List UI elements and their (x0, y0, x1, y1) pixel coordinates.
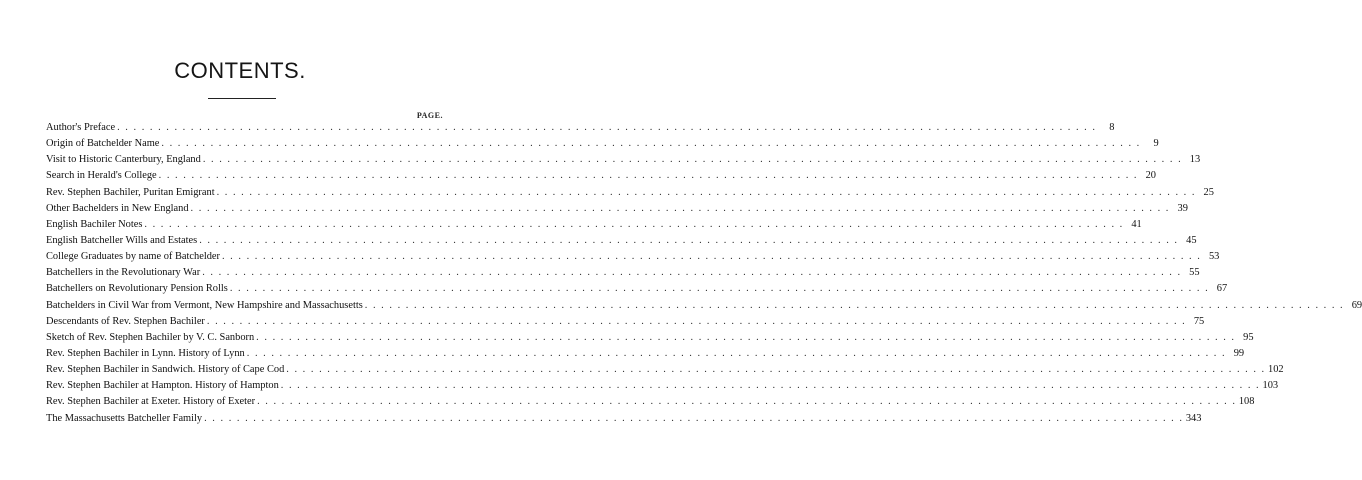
toc-entry-page-number: 343 (1185, 412, 1202, 424)
dot-leader: . . . . . . . . . . . . . . . . . . . . . . . . . . . . . . . . . . . . . . . . . . . . . . . . . . . . . . . . . . . . . . . . . . . . . . . . . . . . . . . . . . . . . . . . . . . . . . . . . . . . . . . . . . . . . . . . . . . . . . . . (280, 380, 1261, 392)
toc-entry-page-number: 53 (1208, 251, 1220, 263)
dot-leader: . . . . . . . . . . . . . . . . . . . . . . . . . . . . . . . . . . . . . . . . . . . . . . . . . . . . . . . . . . . . . . . . . . . . . . . . . . . . . . . . . . . . . . . . . . . . . . . . . . . . . . . . . . . . . . . . . . . . . . . . (364, 299, 1345, 311)
dot-leader: . . . . . . . . . . . . . . . . . . . . . . . . . . . . . . . . . . . . . . . . . . . . . . . . . . . . . . . . . . . . . . . . . . . . . . . . . . . . . . . . . . . . . . . . . . . . . . . . . . . . . . . . . . . . . . . . . . . . . . . . (229, 283, 1210, 295)
toc-entry-title: Rev. Stephen Bachiler at Exeter. History of Exeter (46, 396, 256, 408)
toc-entry (46, 233, 1197, 249)
toc-entry-title: Rev. Stephen Bachiler in Lynn. History of Lynn (46, 347, 245, 359)
toc-entry-title: Author's Preface (46, 122, 116, 133)
page-column-label: PAGE. (416, 111, 443, 120)
dot-leader: . . . . . . . . . . . . . . . . . . . . . . . . . . . . . . . . . . . . . . . . . . . . . . . . . . . . . . . . . . . . . . . . . . . . . . . . . . . . . . . . . . . . . . . . . . . . . . . . . . . . . . . . . . . . . . . . . . . . . . . . (246, 347, 1227, 359)
toc-entry (46, 201, 1188, 217)
dot-leader: . . . . . . . . . . . . . . . . . . . . . . . . . . . . . . . . . . . . . . . . . . . . . . . . . . . . . . . . . . . . . . . . . . . . . . . . . . . . . . . . . . . . . . . . . . . . . . . . . . . . . . . . . . . . . . . . . . . . . . . . (221, 251, 1202, 263)
toc-entry (46, 120, 1115, 136)
dot-leader: . . . . . . . . . . . . . . . . . . . . . . . . . . . . . . . . . . . . . . . . . . . . . . . . . . . . . . . . . . . . . . . . . . . . . . . . . . . . . . . . . . . . . . . . . . . . . . . . . . . . . . . . . . . . . . . . . . . . . . . . (161, 138, 1141, 150)
toc-entry-title: Search in Herald's College (46, 170, 157, 182)
toc-entry-page-number: 108 (1238, 396, 1255, 408)
toc-entry-title: Descendants of Rev. Stephen Bachiler (46, 315, 205, 327)
toc-entry-title: English Bachiler Notes (46, 218, 143, 230)
toc-entry (46, 394, 1255, 410)
toc-entry (46, 265, 1200, 281)
toc-entry-title: The Massachusetts Batcheller Family (46, 412, 203, 424)
toc-entry-page-number: 9 (1153, 138, 1159, 150)
toc-entry-page-number: 75 (1193, 315, 1205, 327)
toc-entry (46, 217, 1142, 233)
toc-entry (46, 378, 1279, 394)
toc-entry-page-number: 99 (1233, 347, 1245, 359)
contents-title: CONTENTS. (174, 58, 306, 83)
dot-leader: . . . . . . . . . . . . . . . . . . . . . . . . . . . . . . . . . . . . . . . . . . . . . . . . . . . . . . . . . . . . . . . . . . . . . . . . . . . . . . . . . . . . . . . . . . . . . . . . . . . . . . . . . . . . . . . . . . . . . . . . (286, 364, 1266, 376)
dot-leader: . . . . . . . . . . . . . . . . . . . . . . . . . . . . . . . . . . . . . . . . . . . . . . . . . . . . . . . . . . . . . . . . . . . . . . . . . . . . . . . . . . . . . . . . . . . . . . . . . . . . . . . . . . . . . . . . . . . . . . . . (204, 412, 1184, 424)
toc-entry-page-number: 67 (1216, 283, 1228, 295)
title-rule (208, 98, 276, 99)
toc-entry-title: Batchellers in the Revolutionary War (46, 267, 201, 279)
dot-leader: . . . . . . . . . . . . . . . . . . . . . . . . . . . . . . . . . . . . . . . . . . . . . . . . . . . . . . . . . . . . . . . . . . . . . . . . . . . . . . . . . . . . . . . . . . . . . . . . . . . . . . . . . . . . . . . . . . . . . . . . (190, 202, 1170, 214)
dot-leader: . . . . . . . . . . . . . . . . . . . . . . . . . . . . . . . . . . . . . . . . . . . . . . . . . . . . . . . . . . . . . . . . . . . . . . . . . . . . . . . . . . . . . . . . . . . . . . . . . . . . . . . . . . . . . . . . . . . . . . . . (257, 396, 1237, 408)
dot-leader: . . . . . . . . . . . . . . . . . . . . . . . . . . . . . . . . . . . . . . . . . . . . . . . . . . . . . . . . . . . . . . . . . . . . . . . . . . . . . . . . . . . . . . . . . . . . . . . . . . . . . . . . . . . . . . . . . . . . . . . . (199, 234, 1179, 246)
toc-entry-title: Other Bachelders in New England (46, 202, 189, 214)
toc-entry (46, 298, 1362, 314)
toc-entry-page-number: 8 (1109, 122, 1115, 133)
toc-entry-title: Rev. Stephen Bachiler in Sandwich. History of Cape Cod (46, 364, 285, 376)
toc-entry-page-number: 102 (1268, 364, 1284, 376)
dot-leader: . . . . . . . . . . . . . . . . . . . . . . . . . . . . . . . . . . . . . . . . . . . . . . . . . . . . . . . . . . . . . . . . . . . . . . . . . . . . . . . . . . . . . . . . . . . . . . . . . . . . . . . . . . . . . . . . . . . . . . . . (158, 170, 1138, 182)
dot-leader: . . . . . . . . . . . . . . . . . . . . . . . . . . . . . . . . . . . . . . . . . . . . . . . . . . . . . . . . . . . . . . . . . . . . . . . . . . . . . . . . . . . . . . . . . . . . . . . . . . . . . . . . . . . . . . . . . . . . . . . . (256, 331, 1236, 343)
toc-entry (46, 314, 1205, 330)
toc-entry-page-number: 95 (1243, 331, 1254, 343)
toc-entry (46, 136, 1159, 152)
toc-entry-page-number: 13 (1189, 154, 1201, 166)
toc-entry-page-number: 55 (1189, 267, 1200, 279)
toc-entry-title: College Graduates by name of Batchelder (46, 251, 220, 263)
toc-entry (46, 249, 1220, 265)
toc-entry-page-number: 20 (1145, 170, 1156, 182)
toc-entry (46, 185, 1214, 201)
toc-entry-title: Batchelders in Civil War from Vermont, New Hampshire and Massachusetts (46, 299, 363, 311)
toc-entry-page-number: 45 (1186, 234, 1197, 246)
toc-entry-page-number: 25 (1203, 186, 1214, 198)
toc-entry (46, 411, 1202, 427)
dot-leader: . . . . . . . . . . . . . . . . . . . . . . . . . . . . . . . . . . . . . . . . . . . . . . . . . . . . . . . . . . . . . . . . . . . . . . . . . . . . . . . . . . . . . . . . . . . . . . . . . . . . . . . . . . . . . . . . . . . . . . . . (206, 315, 1187, 327)
toc-entry-title: Visit to Historic Canterbury, England (46, 154, 201, 166)
toc-entry (46, 362, 1284, 378)
toc-entry (46, 152, 1201, 168)
dot-leader: . . . . . . . . . . . . . . . . . . . . . . . . . . . . . . . . . . . . . . . . . . . . . . . . . . . . . . . . . . . . . . . . . . . . . . . . . . . . . . . . . . . . . . . . . . . . . . . . . . . . . . . . . . . . . . . . . . . . . . . . (144, 218, 1124, 230)
dot-leader: . . . . . . . . . . . . . . . . . . . . . . . . . . . . . . . . . . . . . . . . . . . . . . . . . . . . . . . . . . . . . . . . . . . . . . . . . . . . . . . . . . . . . . . . . . . . . . . . . . . . . . . . . . . . . . . . . . . . . . . . (202, 267, 1182, 279)
toc-entry-page-number: 39 (1177, 202, 1188, 214)
dot-leader: . . . . . . . . . . . . . . . . . . . . . . . . . . . . . . . . . . . . . . . . . . . . . . . . . . . . . . . . . . . . . . . . . . . . . . . . . . . . . . . . . . . . . . . . . . . . . . . . . . . . . . . . . . . . . . . . . . . . . . . . (202, 154, 1183, 166)
toc-entry-title: Origin of Batchelder Name (46, 138, 160, 150)
toc-entry-title: English Batcheller Wills and Estates (46, 234, 198, 246)
toc-entry-page-number: 41 (1131, 218, 1142, 230)
dot-leader: . . . . . . . . . . . . . . . . . . . . . . . . . . . . . . . . . . . . . . . . . . . . . . . . . . . . . . . . . . . . . . . . . . . . . . . . . . . . . . . . . . . . . . . . . . . . . . . . . . . . . . . . . . . . . . . . . . . . . . . . (117, 122, 1097, 133)
toc-entry-title: Rev. Stephen Bachiler, Puritan Emigrant (46, 186, 215, 198)
toc-entry-title: Rev. Stephen Bachiler at Hampton. History of Hampton (46, 380, 279, 392)
dot-leader: . . . . . . . . . . . . . . . . . . . . . . . . . . . . . . . . . . . . . . . . . . . . . . . . . . . . . . . . . . . . . . . . . . . . . . . . . . . . . . . . . . . . . . . . . . . . . . . . . . . . . . . . . . . . . . . . . . . . . . . . (216, 186, 1196, 198)
toc-entry-page-number: 69 (1351, 299, 1362, 311)
toc-entry-title: Sketch of Rev. Stephen Bachiler by V. C. Sanborn (46, 331, 255, 343)
toc-entry-title: Batchellers on Revolutionary Pension Rolls (46, 283, 228, 295)
toc-entry (46, 346, 1245, 362)
table-of-contents (46, 120, 1362, 427)
toc-entry (46, 330, 1254, 346)
toc-entry (46, 281, 1228, 297)
toc-entry (46, 168, 1156, 184)
toc-entry-page-number: 103 (1262, 380, 1279, 392)
